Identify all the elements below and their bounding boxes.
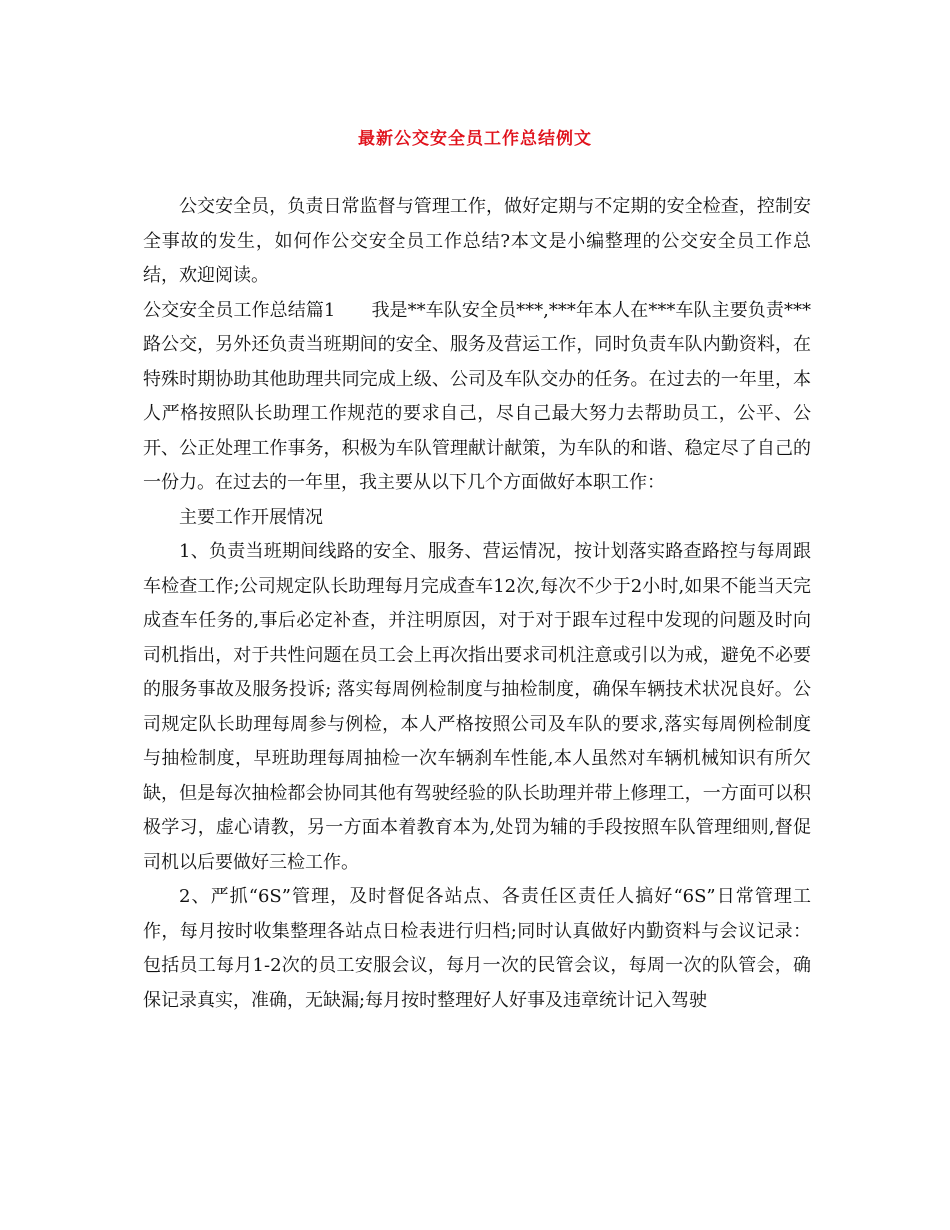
section-paragraph: [143, 294, 811, 501]
item-1-paragraph: 1、负责当班期间线路的安全、服务、营运情况，按计划落实路查路控与每周跟车检查工作;公司规定队长助理每月完成查车12次,每次不少于2小时,如果不能当天完成查车任务的,事后必定补查，并注明原因，对于对于跟车过程中发现的问题及时向司机指出，对于共性问题在员工会上再次指出要求司机注意或引以为戒，避免不必要的服务事故及服务投诉; 落实每周例检制度与抽检制度，确保车辆技术状况良好。公司规定队长助理每周参与例检，本人严格按照公司及车队的要求,落实每周例检制度与抽检制度，早班助理每周抽检一次车辆刹车性能,本人虽然对车辆机械知识有所欠缺，但是每次抽检都会协同其他有驾驶经验的队长助理并带上修理工，一方面可以积极学习，虚心请教，另一方面本着教育本为,处罚为辅的手段按照车队管理细则,督促司机以后要做好三检工作。: [143, 541, 811, 873]
subheading: 主要工作开展情况: [179, 506, 323, 528]
document-title: 最新公交安全员工作总结例文: [358, 129, 592, 149]
document-body: [143, 190, 811, 1018]
section-heading: 公交安全员工作总结篇1: [143, 299, 336, 321]
item-2-paragraph: 2、严抓“6S”管理，及时督促各站点、各责任区责任人搞好“6S”日常管理工作，每月按时收集整理各站点日检表进行归档;同时认真做好内勤资料与会议记录：包括员工每月1-2次的员工安服会议，每月一次的民管会议，每周一次的队管会，确保记录真实，准确，无缺漏;每月按时整理好人好事及违章统计记入驾驶: [143, 886, 811, 1011]
section-text: 我是**车队安全员***,***年本人在***车队主要负责***路公交，另外还负责当班期间的安全、服务及营运工作，同时负责车队内勤资料，在特殊时期协助其他助理共同完成上级、公司及车队交办的任务。在过去的一年里，本人严格按照队长助理工作规范的要求自己，尽自己最大努力去帮助员工，公平、公开、公正处理工作事务，积极为车队管理献计献策，为车队的和谐、稳定尽了自己的一份力。在过去的一年里，我主要从以下几个方面做好本职工作：: [143, 299, 811, 493]
intro-paragraph: 公交安全员，负责日常监督与管理工作，做好定期与不定期的安全检查，控制安全事故的发生，如何作公交安全员工作总结?本文是小编整理的公交安全员工作总结，欢迎阅读。: [143, 196, 811, 286]
